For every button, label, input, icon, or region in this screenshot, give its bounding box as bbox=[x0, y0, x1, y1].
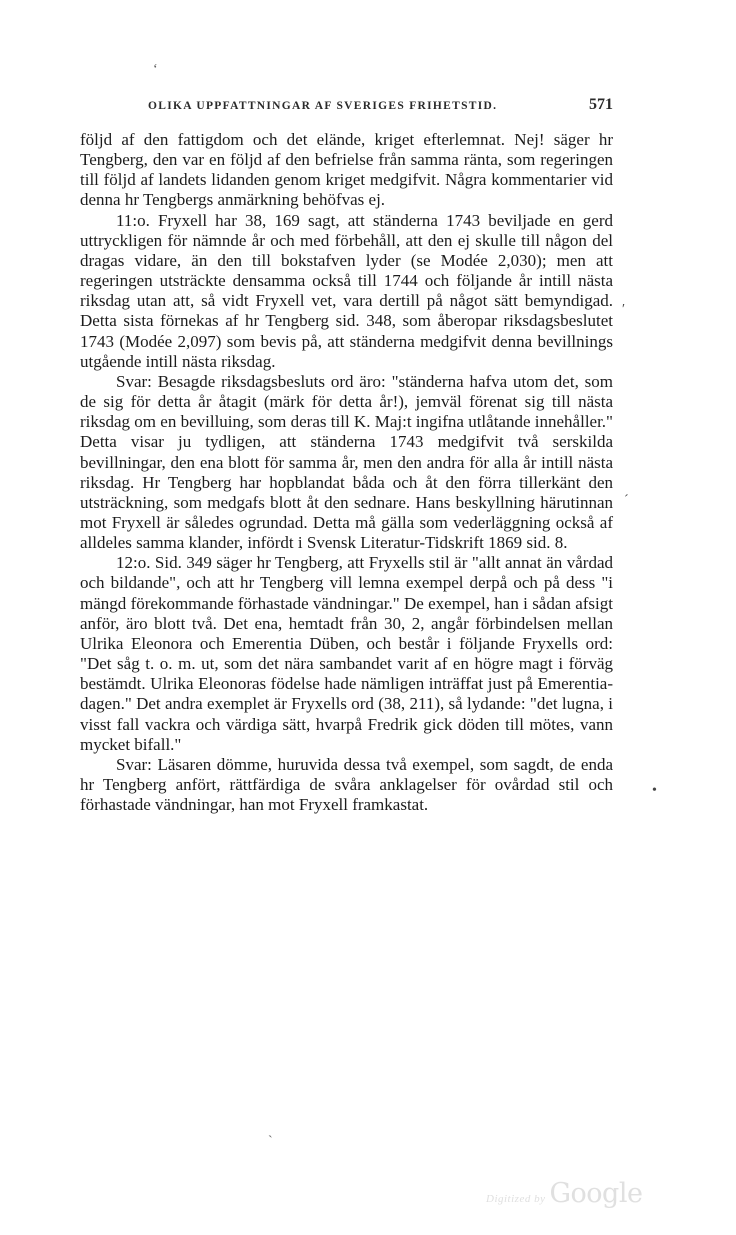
digitization-watermark bbox=[486, 1178, 642, 1209]
running-title: OLIKA UPPFATTNINGAR AF SVERIGES FRIHETSTID. bbox=[148, 100, 498, 112]
paragraph-continuation: följd af den fattigdom och det elände, kriget efterlemnat. Nej! säger hr Tengberg, den var en följd af den befrielse från samma ränta, som regeringen till följd af landets lidanden genom kriget medgifvit. Några kommentarier vid denna hr Tengbergs anmärkning behöfvas ej. bbox=[80, 130, 613, 210]
paragraph-point-11: 11:o. Fryxell har 38, 169 sagt, att ständerna 1743 beviljade en gerd uttryckligen för nämnde år och med förbehåll, att den ej skulle till någon del dragas vidare, än den till bokstafven lyder (se Modée 2,030); men att regeringen utsträckte densamma också till 1744 och följande år intill nästa riksdag utan att, så vidt Fryxell vet, vara dertill på något sätt bemyndigad. Detta sista förnekas af hr Tengberg sid. 348, som åberopar riksdagsbeslutet 1743 (Modée 2,097) som bevis på, att ständerna medgifvit denna bevillnings utgående intill nästa riksdag. bbox=[80, 210, 613, 371]
paragraph-answer-11: Svar: Besagde riksdagsbesluts ord äro: "ständerna hafva utom det, som de sig för detta år åtagit (märk för detta år!), jemväl förenat sig till nästa riksdag om en bevilluing, som deras till K. Maj:t ingifna utlåtande innehåller." Detta visar ju tydligen, att ständerna 1743 medgifvit två serskilda bevillningar, den ena blott för samma år, men den andra för alla år intill nästa riksdag. Hr Tengberg har hopblandat båda och åt den förra tillerkänt den utsträckning, som medgafs blott åt den sednare. Hans beskyllning härutinnan mot Fryxell är således ogrundad. Detta må gälla som vederläggning också af alldeles samma klander, infördt i Svensk Literatur-Tidskrift 1869 sid. 8. bbox=[80, 371, 613, 553]
paragraph-answer-12: Svar: Läsaren dömme, huruvida dessa två exempel, som sagdt, de enda hr Tengberg anfört, rättfärdiga de svåra anklagelser för ovårdad stil och förhastade vändningar, han mot Fryxell framkastat. bbox=[80, 754, 613, 815]
paragraph-point-12: 12:o. Sid. 349 säger hr Tengberg, att Fryxells stil är "allt annat än vårdad och bildande", och att hr Tengberg vill lemna exempel derpå och på dess "i mängd förekommande förhastade vändningar." De exempel, han i sådan afsigt anför, äro blott två. Det ena, hemtadt från 30, 2, angår förbindelsen mellan Ulrika Eleonora och Emerentia Düben, och består i följande Fryxells ord: "Det såg t. o. m. ut, som det nära sambandet varit af en högre magt i förväg bestämdt. Ulrika Eleonoras födelse hade nämligen inträffat just på Emerentia-dagen." Det andra exemplet är Fryxells ord (38, 211), så lydande: "det lugna, i visst fall vackra och värdiga sätt, hvarpå Fredrik gick döden till mötes, vann mycket bifall." bbox=[80, 553, 613, 754]
page-number: 571 bbox=[589, 96, 613, 113]
watermark-prefix: Digitized by bbox=[486, 1193, 546, 1205]
bottom-ink-mark: ˋ bbox=[268, 1134, 273, 1149]
stray-ink-mark: ʻ bbox=[153, 62, 158, 77]
margin-tick-mark: ′ bbox=[622, 302, 626, 317]
body-text bbox=[80, 130, 613, 815]
running-header bbox=[148, 96, 613, 114]
margin-dot-mark: • bbox=[652, 783, 657, 798]
margin-tick-mark: ˊ bbox=[624, 493, 629, 508]
watermark-brand: Google bbox=[549, 1178, 643, 1209]
